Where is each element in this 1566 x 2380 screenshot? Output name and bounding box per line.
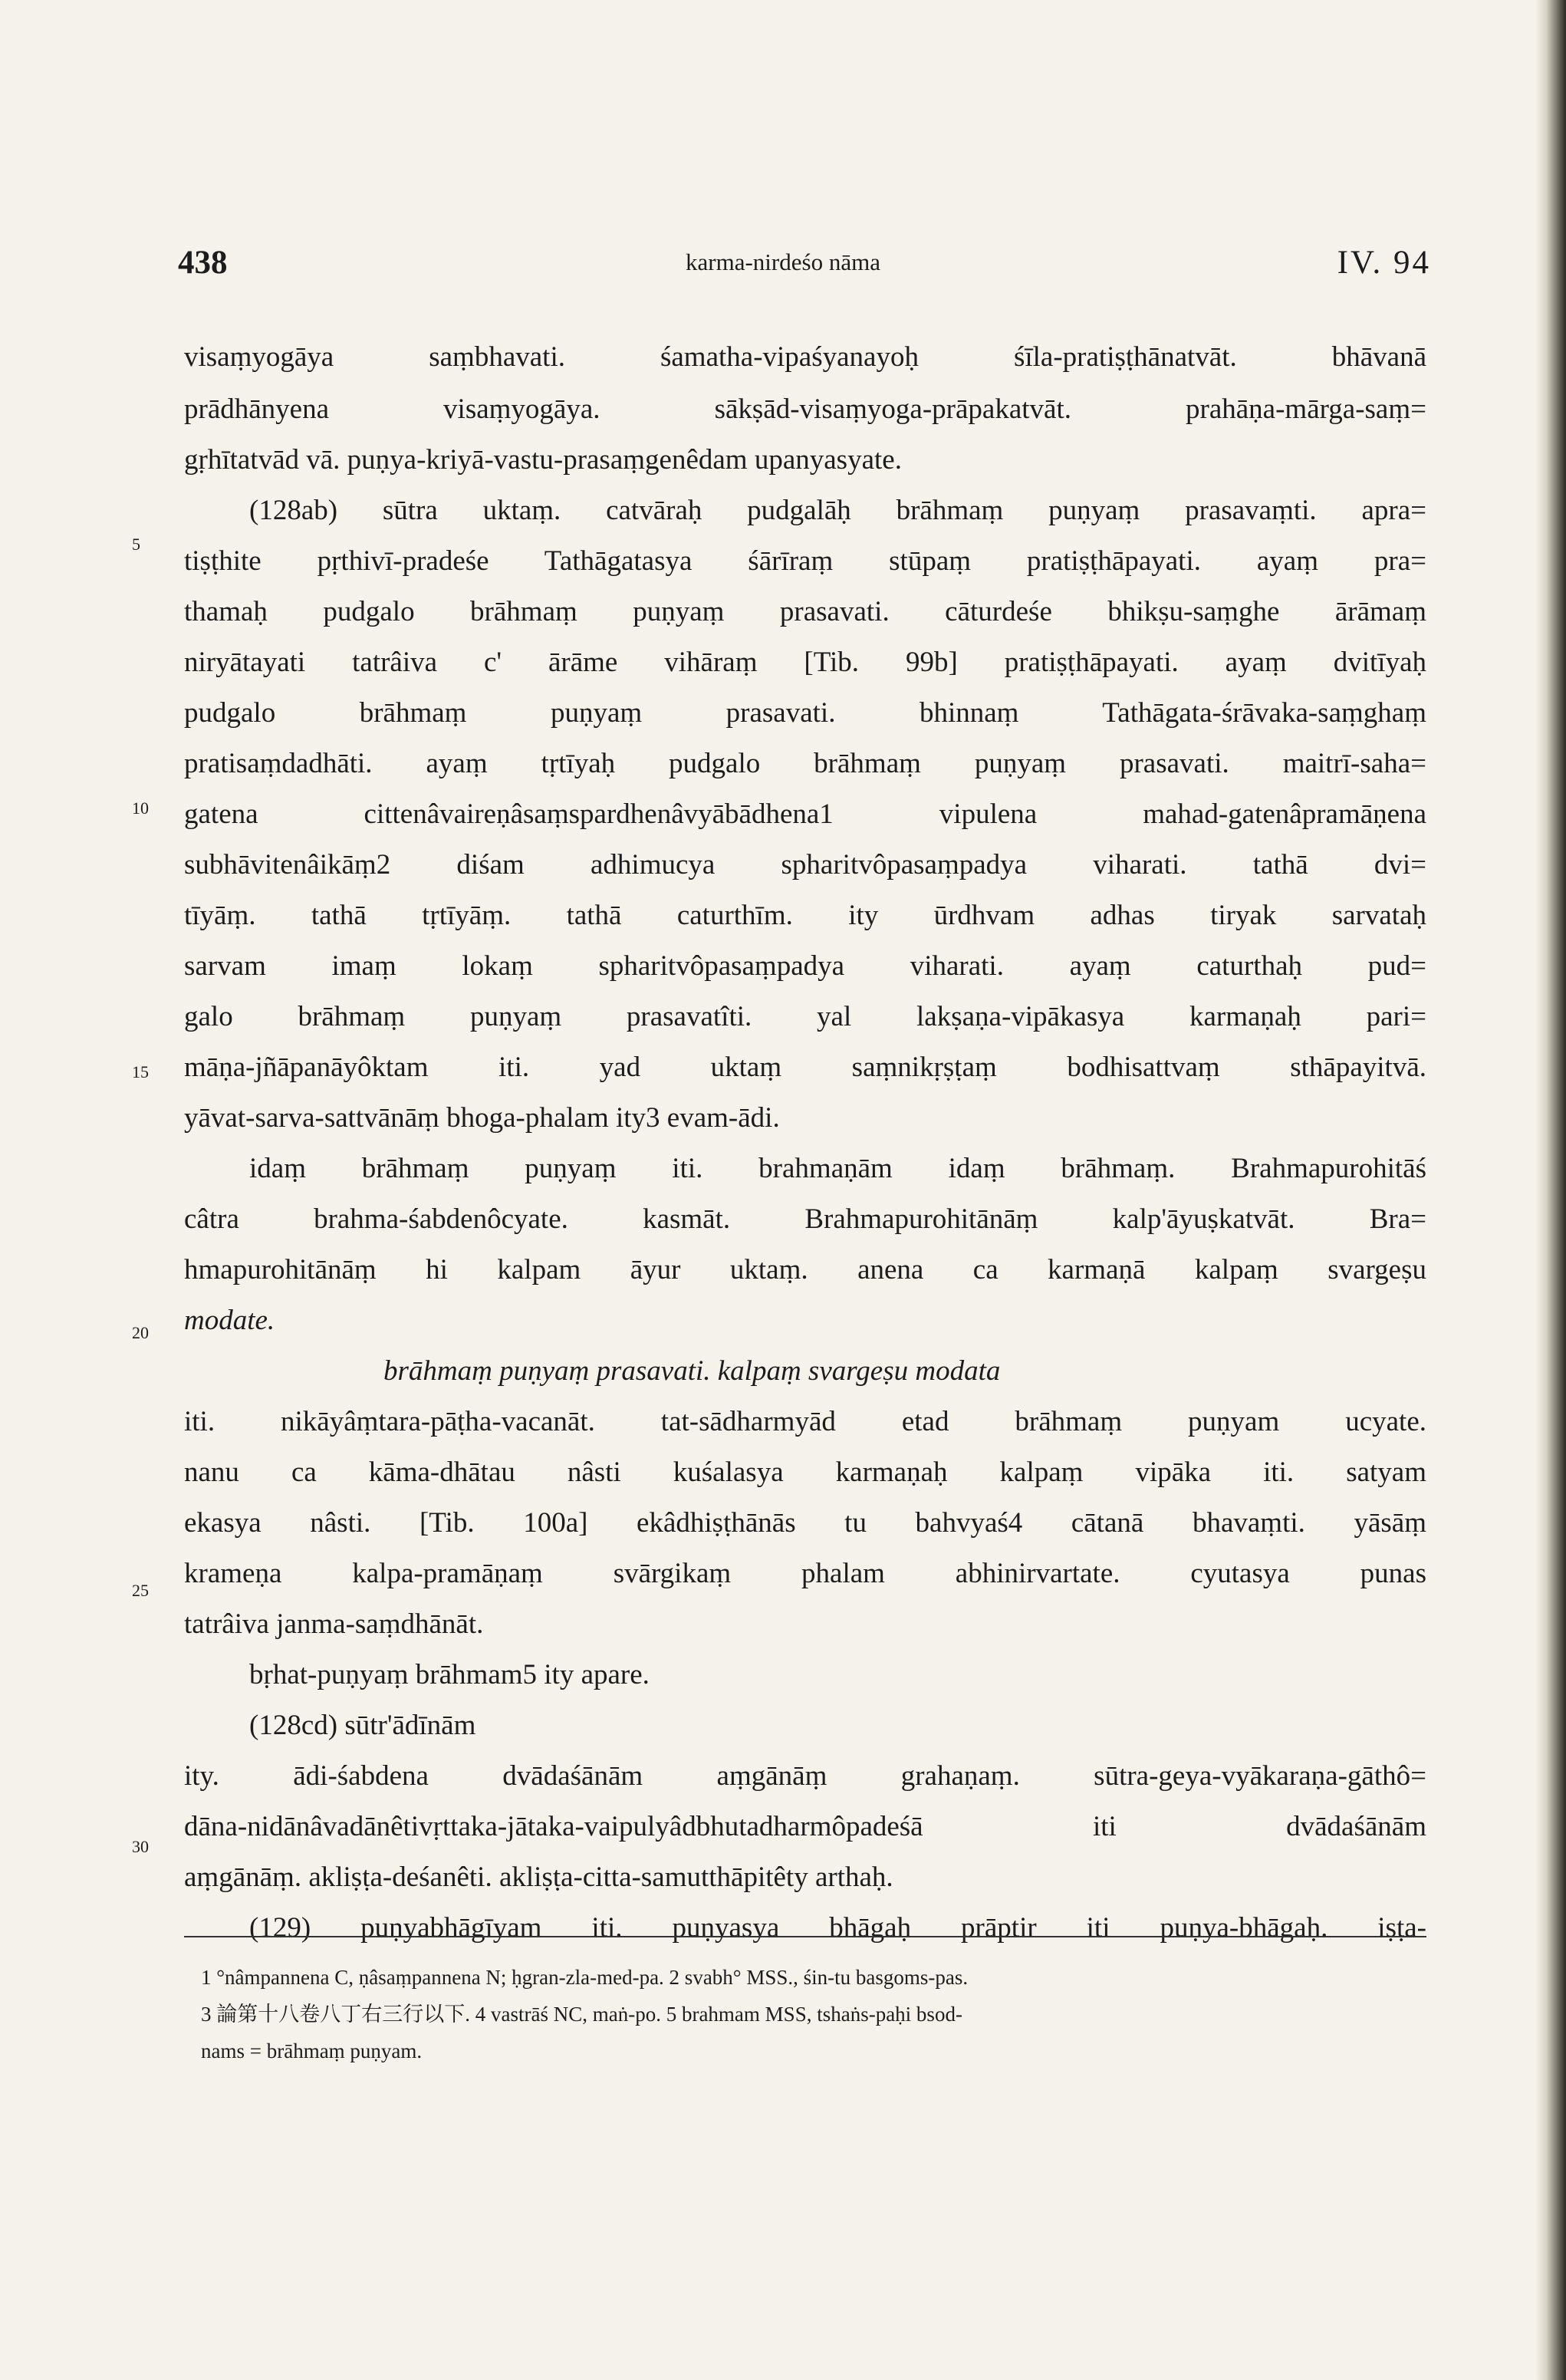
footnote-rule [184,1936,1426,1937]
running-title: karma-nirdeśo nāma [686,249,880,275]
text-line: prādhānyena visaṃyogāya. sākṣād-visaṃyoga-prāpakatvāt. prahāṇa-mārga-saṃ= [184,393,1426,425]
text-line: galo brāhmaṃ puṇyaṃ prasavatîti. yal lakṣaṇa-vipākasya karmaṇaḥ pari= [184,1001,1426,1032]
line-number: 5 [132,535,140,554]
text-line: tiṣṭhite pṛthivī-pradeśe Tathāgatasya śārīraṃ stūpaṃ pratiṣṭhāpayati. ayaṃ pra= [184,545,1426,577]
line-number: 25 [132,1581,149,1600]
text-line: (128ab) sūtra uktaṃ. catvāraḥ pudgalāḥ brāhmaṃ puṇyaṃ prasavaṃti. apra= [249,495,1426,526]
text-line: tīyāṃ. tathā tṛtīyāṃ. tathā caturthīm. ity ūrdhvam adhas tiryak sarvataḥ [184,900,1426,931]
footnote-line: nams = brāhmaṃ puṇyam. [201,2039,423,2062]
line-number: 15 [132,1062,149,1081]
text-line: gṛhītatvād vā. puṇya-kriyā-vastu-prasaṃgenêdam upanyasyate. [184,444,902,476]
text-line: yāvat-sarva-sattvānāṃ bhoga-phalam ity3 evam-ādi. [184,1102,780,1134]
text-line: visaṃyogāya saṃbhavati. śamatha-vipaśyanayoḥ śīla-pratiṣṭhānatvāt. bhāvanā [184,341,1426,373]
text-line: nanu ca kāma-dhātau nâsti kuśalasya karmaṇaḥ kalpaṃ vipāka iti. satyam [184,1457,1426,1488]
text-line: niryātayati tatrâiva c' ārāme vihāraṃ [Tib. 99b] pratiṣṭhāpayati. ayaṃ dvitīyaḥ [184,647,1426,678]
text-line: iti. nikāyâṃtara-pāṭha-vacanāt. tat-sādharmyād etad brāhmaṃ puṇyam ucyate. [184,1406,1426,1437]
text-line: pratisaṃdadhāti. ayaṃ tṛtīyaḥ pudgalo brāhmaṃ puṇyaṃ prasavati. maitrī-saha= [184,748,1426,779]
verse-line: (128cd) sūtr'ādīnām [249,1710,476,1741]
text-line: modate. [184,1305,275,1336]
text-line: subhāvitenâikāṃ2 diśam adhimucya spharitvôpasaṃpadya viharati. tathā dvi= [184,849,1426,881]
text-line: ity. ādi-śabdena dvādaśānām aṃgānāṃ grahaṇaṃ. sūtra-geya-vyākaraṇa-gāthô= [184,1760,1426,1792]
text-line: idaṃ brāhmaṃ puṇyaṃ iti. brahmaṇām idaṃ brāhmaṃ. Brahmapurohitāś [249,1153,1426,1184]
text-line: câtra brahma-śabdenôcyate. kasmāt. Brahmapurohitānāṃ kalp'āyuṣkatvāt. Bra= [184,1203,1426,1235]
line-number: 30 [132,1837,149,1856]
text-line: dāna-nidānâvadānêtivṛttaka-jātaka-vaipulyâdbhutadharmôpadeśā iti dvādaśānām [184,1811,1426,1842]
page-number: 438 [178,245,228,281]
text-line: ekasya nâsti. [Tib. 100a] ekâdhiṣṭhānās tu bahvyaś4 cātanā bhavaṃti. yāsāṃ [184,1507,1426,1539]
page-header [0,244,1566,290]
page-edge-shadow [1535,0,1566,2380]
footnote-line: 3 論第十八卷八丁右三行以下. 4 vastrāś NC, maṅ-po. 5 brahmam MSS, tshaṅs-paḥi bsod- [201,2003,962,2026]
text-line: krameṇa kalpa-pramāṇaṃ svārgikaṃ phalam abhinirvartate. cyutasya punas [184,1558,1426,1589]
text-line: pudgalo brāhmaṃ puṇyaṃ prasavati. bhinnaṃ Tathāgata-śrāvaka-saṃghaṃ [184,697,1426,729]
text-line: sarvam imaṃ lokaṃ spharitvôpasaṃpadya viharati. ayaṃ caturthaḥ pud= [184,950,1426,982]
footnote-line: 1 °nâmpannena C, ṇâsaṃpannena N; ḥgran-zla-med-pa. 2 svabh° MSS., śin-tu basgoms-pas. [201,1966,969,1989]
line-number: 10 [132,798,149,818]
section-reference: IV. 94 [1337,245,1431,281]
text-line: aṃgānāṃ. akliṣṭa-deśanêti. akliṣṭa-citta-samutthāpitêty arthaḥ. [184,1862,893,1893]
text-line: gatena cittenâvaireṇâsaṃspardhenâvyābādhena1 vipulena mahad-gatenâpramāṇena [184,798,1426,830]
text-line: hmapurohitānāṃ hi kalpam āyur uktaṃ. anena ca karmaṇā kalpaṃ svargeṣu [184,1254,1426,1285]
line-number: 20 [132,1323,149,1342]
text-line: (129) puṇyabhāgīyam iti. puṇyasya bhāgaḥ prāptir iti puṇya-bhāgaḥ. iṣṭa- [249,1912,1426,1944]
text-line: thamaḥ pudgalo brāhmaṃ puṇyaṃ prasavati. cāturdeśe bhikṣu-saṃghe ārāmaṃ [184,596,1426,627]
text-line: tatrâiva janma-saṃdhānāt. [184,1608,484,1640]
text-line: māṇa-jñāpanāyôktam iti. yad uktaṃ saṃnikṛṣṭaṃ bodhisattvaṃ sthāpayitvā. [184,1052,1426,1083]
verse-line: brāhmaṃ puṇyaṃ prasavati. kalpaṃ svargeṣu modata [383,1355,1001,1387]
verse-line: bṛhat-puṇyaṃ brāhmam5 ity apare. [249,1659,650,1690]
